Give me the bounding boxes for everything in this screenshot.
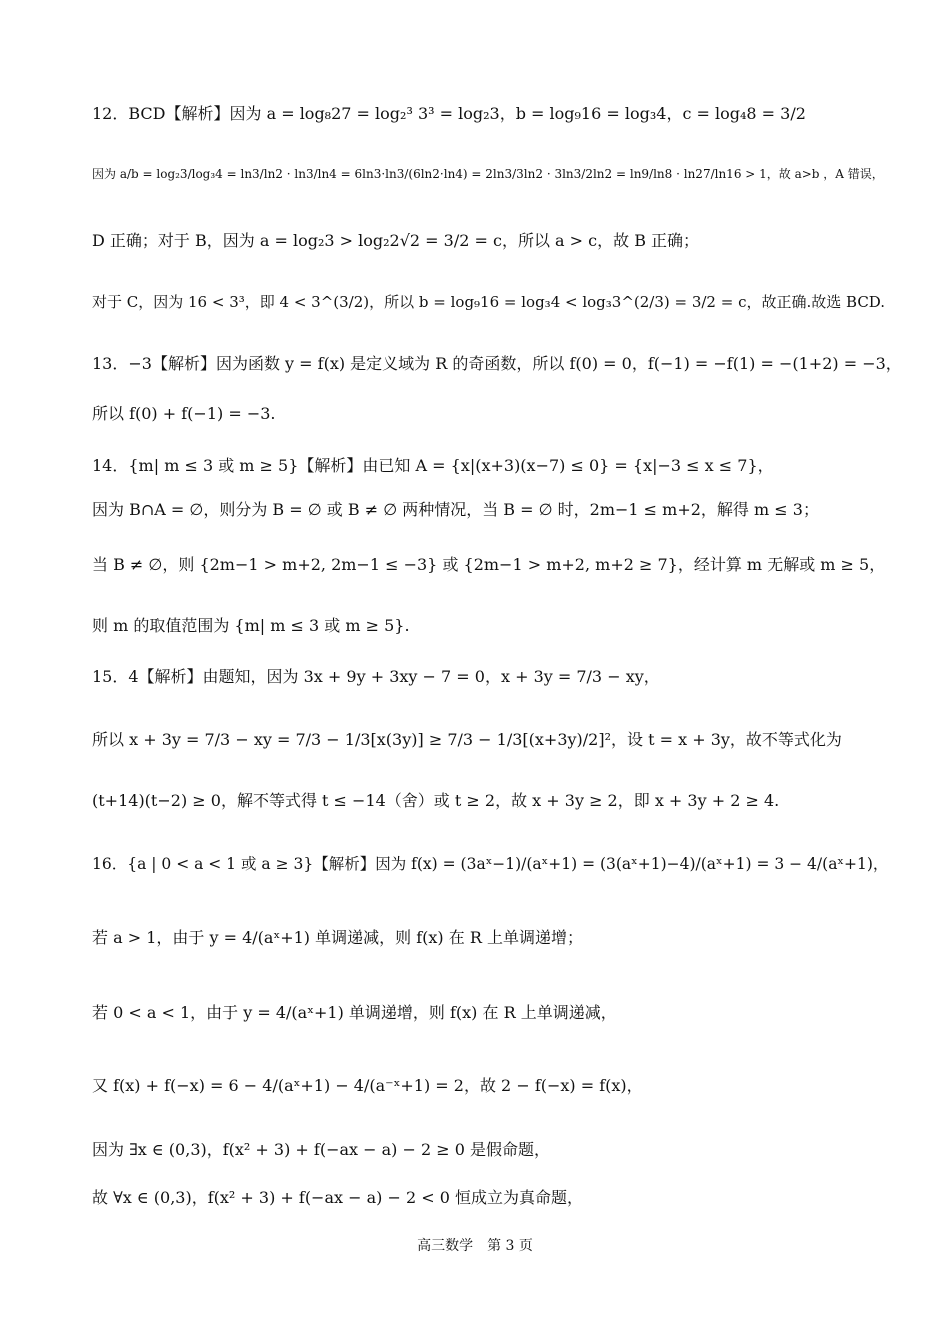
solution-16-line-6: 故 ∀x ∈ (0,3)，f(x² + 3) + f(−ax − a) − 2 < 0 恒成立为真命题， (92, 1188, 583, 1207)
solution-16-line-3: 若 0 < a < 1，由于 y = 4/(aˣ+1) 单调递增，则 f(x) 在 R 上单调递减， (92, 1003, 617, 1022)
solution-16-line-5: 因为 ∃x ∈ (0,3)，f(x² + 3) + f(−ax − a) − 2 ≥ 0 是假命题， (92, 1140, 551, 1159)
solution-14-line-3: 当 B ≠ ∅，则 {2m−1 > m+2, 2m−1 ≤ −3} 或 {2m−1 > m+2, m+2 ≥ 7}，经计算 m 无解或 m ≥ 5， (92, 555, 886, 574)
solution-15-line-3: (t+14)(t−2) ≥ 0，解不等式得 t ≤ −14（舍）或 t ≥ 2，故 x + 3y ≥ 2，即 x + 3y + 2 ≥ 4. (92, 791, 780, 810)
solution-16-line-2: 若 a > 1，由于 y = 4/(aˣ+1) 单调递减，则 f(x) 在 R 上单调递增； (92, 928, 583, 947)
solution-15-line-2: 所以 x + 3y = 7/3 − xy = 7/3 − 1/3[x(3y)] ≥ 7/3 − 1/3[(x+3y)/2]²，设 t = x + 3y，故不等式化为 (92, 730, 842, 749)
solution-12-line-3: D 正确；对于 B，因为 a = log₂3 > log₂2√2 = 3/2 = c，所以 a > c，故 B 正确； (92, 231, 700, 250)
solution-14-line-1: 14．{m| m ≤ 3 或 m ≥ 5}【解析】由已知 A = {x|(x+3)(x−7) ≤ 0} = {x|−3 ≤ x ≤ 7}， (92, 456, 774, 475)
solution-16-line-4: 又 f(x) + f(−x) = 6 − 4/(aˣ+1) − 4/(a⁻ˣ+1) = 2，故 2 − f(−x) = f(x)， (92, 1076, 643, 1095)
page-footer: 高三数学 第 3 页 (417, 1238, 533, 1254)
solution-12-line-4: 对于 C，因为 16 < 3³，即 4 < 3^(3/2)，所以 b = log₉16 = log₃4 < log₃3^(2/3) = 3/2 = c，故正确.故选 BCD. (92, 293, 886, 311)
solution-16-line-1: 16．{a | 0 < a < 1 或 a ≥ 3}【解析】因为 f(x) = (3aˣ−1)/(aˣ+1) = (3(aˣ+1)−4)/(aˣ+1) = 3 − 4/(aˣ+1)， (92, 855, 889, 873)
solution-12-line-1: 12．BCD【解析】因为 a = log₈27 = log₂³ 3³ = log₂3，b = log₉16 = log₃4，c = log₄8 = 3/2 (92, 104, 806, 123)
solution-15-line-1: 15．4【解析】由题知，因为 3x + 9y + 3xy − 7 = 0，x + 3y = 7/3 − xy， (92, 667, 660, 686)
solution-13-line-2: 所以 f(0) + f(−1) = −3. (92, 404, 276, 423)
solution-14-line-2: 因为 B∩A = ∅，则分为 B = ∅ 或 B ≠ ∅ 两种情况，当 B = ∅ 时，2m−1 ≤ m+2，解得 m ≤ 3； (92, 500, 819, 519)
solution-14-line-4: 则 m 的取值范围为 {m| m ≤ 3 或 m ≥ 5}. (92, 616, 410, 635)
solution-12-line-2: 因为 a/b = log₂3/log₃4 = ln3/ln2 · ln3/ln4 = 6ln3·ln3/(6ln2·ln4) = 2ln3/3ln2 · 3ln3/2ln2 = ln9/ln8 · ln27/ln16 > 1，故 a>b ，A 错误， (92, 167, 884, 181)
solution-13-line-1: 13．−3【解析】因为函数 y = f(x) 是定义域为 R 的奇函数，所以 f(0) = 0，f(−1) = −f(1) = −(1+2) = −3， (92, 354, 902, 373)
